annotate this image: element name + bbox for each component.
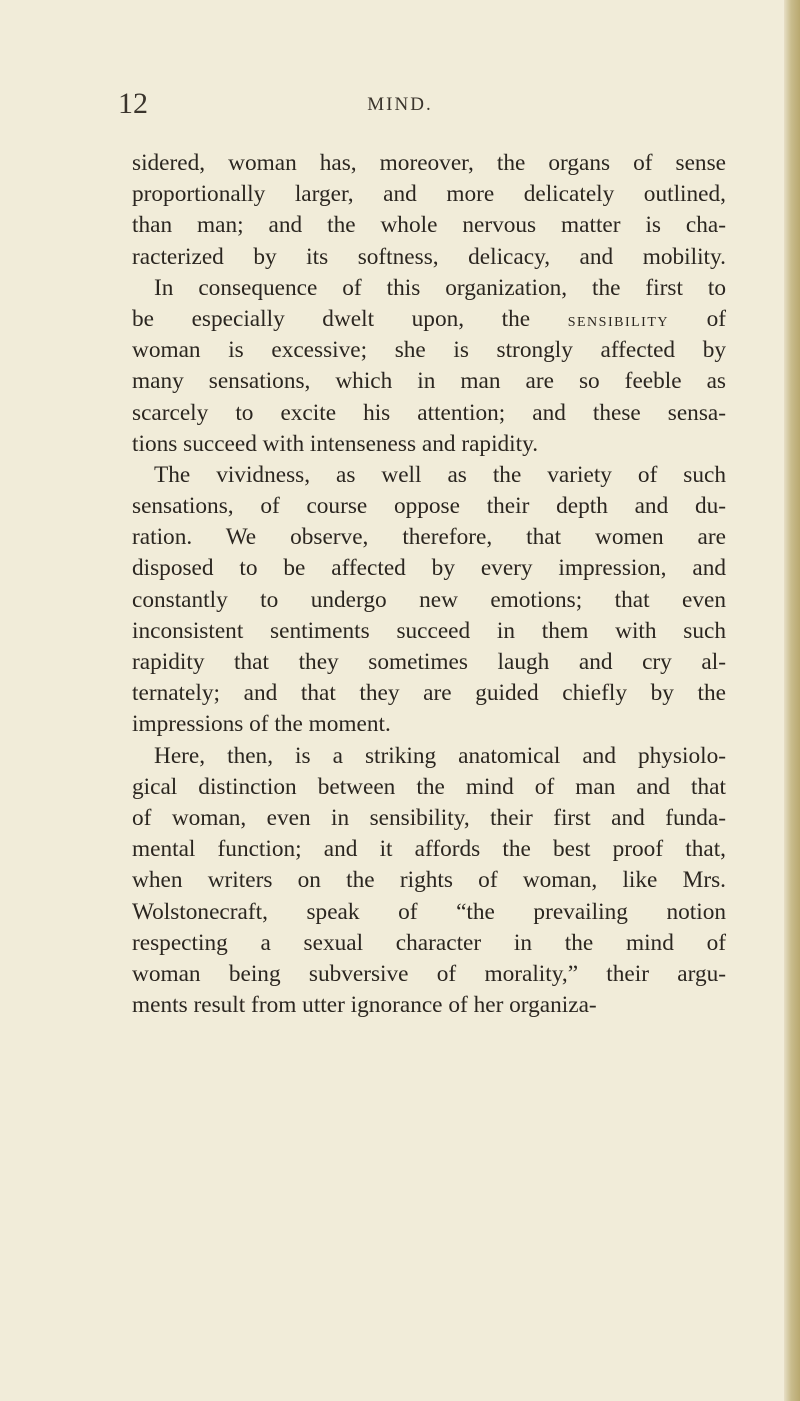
text-line: sidered, woman has, moreover, the organs of sense [132,150,726,176]
text-line: proportionally larger, and more delicately outlined, [132,181,726,208]
page-number: 12 [118,87,148,120]
text-line: constantly to undergo new emotions; that even [132,586,726,613]
text-line: ments result from utter ignorance of her organiza- [132,992,597,1019]
text-line: sensations, of course oppose their depth and du- [132,493,726,520]
text-line: when writers on the rights of woman, like Mrs. [132,867,726,894]
text-line: woman being subversive of morality,” their argu- [132,960,726,987]
text-line: scarcely to excite his attention; and these sensa- [132,399,726,426]
text-line: racterized by its softness, delicacy, and mobility. [132,243,726,270]
body-text [132,148,726,1021]
text-line: woman is excessive; she is strongly affected by [132,337,726,364]
text-line: many sensations, which in man are so feeble as [132,368,726,395]
page-edge [784,0,800,1401]
text-line: rapidity that they sometimes laugh and cry al- [132,649,726,675]
text-line [132,304,726,335]
sensibility-term: sensibility [567,308,669,331]
text-line: ternately; and that they are guided chiefly by the [132,680,726,707]
text-line: ration. We observe, therefore, that women are [132,524,726,551]
text-line: than man; and the whole nervous matter is cha- [132,212,726,239]
page-header [0,86,800,130]
text-line: impressions of the moment. [132,711,391,738]
text-fragment: of [669,305,726,332]
text-line: mental function; and it affords the best proof that, [132,836,726,863]
text-line: of woman, even in sensibility, their first and funda- [132,804,726,831]
text-line: inconsistent sentiments succeed in them with such [132,617,726,644]
text-line: The vividness, as well as the variety of such [154,461,726,488]
text-line: In consequence of this organization, the first to [154,274,726,301]
text-line: tions succeed with intenseness and rapidity. [132,430,539,457]
text-line: gical distinction between the mind of man and that [132,773,726,800]
text-fragment: be especially dwelt upon, the [132,305,568,332]
text-line: disposed to be affected by every impression, and [132,555,726,582]
text-line: Here, then, is a striking anatomical and physiolo- [154,742,726,769]
running-head: MIND. [367,94,433,115]
text-line: Wolstonecraft, speak of “the prevailing notion [132,898,726,925]
text-line: respecting a sexual character in the mind of [132,929,726,956]
